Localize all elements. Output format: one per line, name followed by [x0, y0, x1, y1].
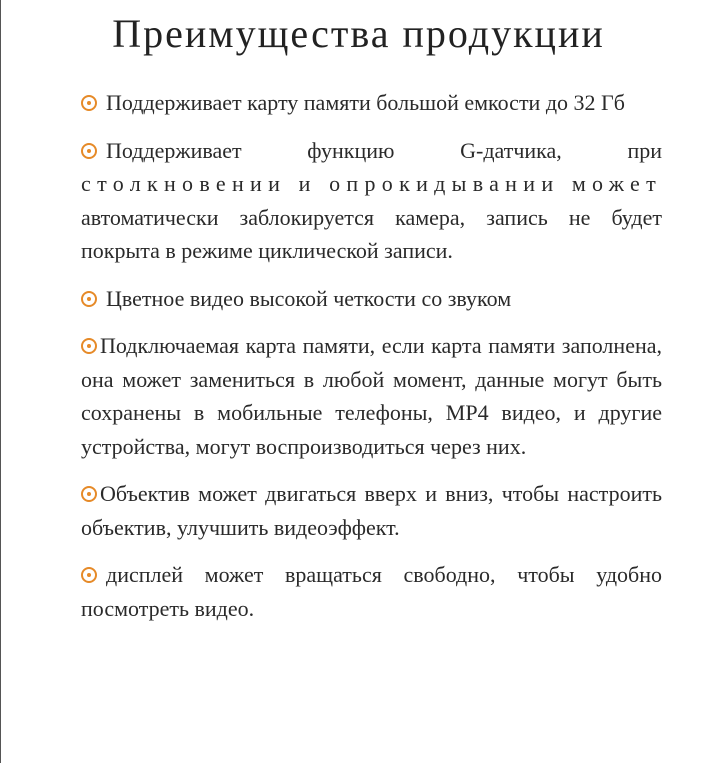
feature-item-memory-card-capacity [81, 86, 662, 120]
feature-text: Подключаемая карта памяти, если карта памяти заполнена, она может замениться в любой момент, данные могут быть сохранены в мобильные телефоны, MP4 видео, и другие устройства, могут воспроизводиться через них. [81, 333, 662, 459]
feature-text: дисплей может вращаться свободно, чтобы удобно посмотреть видео. [81, 562, 662, 621]
page-title: Преимущества продукции [112, 11, 605, 56]
circle-dot-icon [81, 95, 97, 111]
feature-list [81, 86, 662, 625]
feature-text: Поддерживает карту памяти большой емкости до 32 Гб [106, 90, 625, 115]
feature-text: Цветное видео высокой четкости со звуком [106, 285, 512, 311]
feature-text: Объектив может двигаться вверх и вниз, чтобы настроить объектив, улучшить видеоэффект. [81, 481, 662, 540]
circle-dot-icon [81, 143, 97, 159]
page-left-border [0, 0, 1, 763]
feature-text: столкновении и опрокидывании может [81, 171, 662, 196]
circle-dot-icon [81, 338, 97, 354]
circle-dot-icon [81, 486, 97, 502]
feature-item-hd-video-audio [81, 282, 662, 316]
feature-item-removable-memory-card [81, 329, 662, 463]
feature-item-adjustable-lens [81, 477, 662, 544]
feature-text: автоматически заблокируется камера, запись не будет покрыта в режиме циклической записи. [81, 204, 662, 263]
circle-dot-icon [81, 567, 97, 583]
feature-text: Поддерживает функцию G-датчика, при [106, 137, 662, 163]
feature-item-g-sensor [81, 134, 662, 268]
feature-item-rotating-display [81, 558, 662, 625]
circle-dot-icon [81, 291, 97, 307]
